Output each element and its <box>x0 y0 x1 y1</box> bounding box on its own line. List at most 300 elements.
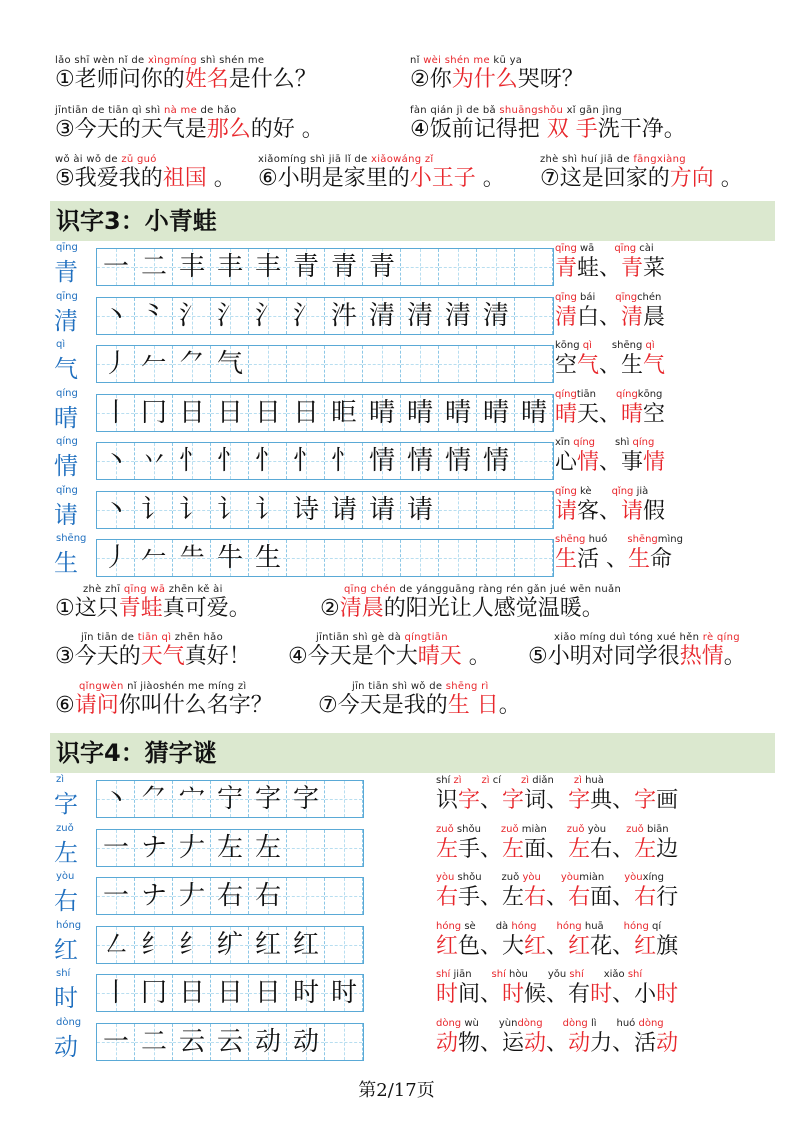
grid-cell <box>287 443 325 479</box>
stroke-step: 忄 <box>254 446 281 476</box>
grid-cell <box>211 395 249 431</box>
stroke-step: 丶 <box>102 300 129 331</box>
stroke-step: 纟 <box>140 929 167 960</box>
words-text: 晴天、晴空 <box>555 401 666 427</box>
grid-cell <box>325 492 363 528</box>
stroke-grid <box>96 442 554 480</box>
stroke-step: 讠 <box>216 494 243 525</box>
stroke-step: 情 <box>406 446 433 476</box>
stroke-step: 右 <box>216 881 243 911</box>
grid-cell <box>97 346 135 382</box>
stroke-step: 丶 <box>102 446 129 476</box>
words-pinyin: zuǒ shǒu zuǒ miàn zuǒ yòu zuǒ biān <box>436 823 669 835</box>
stroke-step: 日 <box>178 397 205 428</box>
sentence-text: ⑦今天是我的生 日。 <box>318 693 521 718</box>
grid-cell <box>401 443 439 479</box>
stroke-step: 右 <box>254 881 281 911</box>
words-pinyin: xīn qíng shì qíng <box>555 437 655 448</box>
sentence-text: ①老师问你的姓名是什么？ <box>55 67 317 92</box>
grid-cell <box>401 395 439 431</box>
stroke-step: ナ <box>140 881 167 911</box>
grid-cell <box>249 395 287 431</box>
s4-words <box>436 920 678 960</box>
char-glyph: 左 <box>54 838 78 867</box>
grid-cell <box>363 346 401 382</box>
grid-cell <box>439 346 477 382</box>
grid-cell <box>325 781 363 817</box>
stroke-step: 日 <box>216 978 243 1008</box>
sentence-2 <box>410 54 584 93</box>
sentence-pinyin: xiǎomíng shì jiā lǐ de xiǎowáng zǐ <box>258 154 434 165</box>
grid-cell <box>401 249 439 285</box>
stroke-step: 请 <box>330 494 357 525</box>
stroke-grid <box>96 297 554 335</box>
grid-cell <box>249 298 287 334</box>
char-glyph: 气 <box>54 355 78 383</box>
stroke-grid <box>96 926 364 964</box>
sentence-text: ①这只青蛙真可爱。 <box>55 596 251 621</box>
stroke-step: 讠 <box>178 494 205 525</box>
stroke-step: 宁 <box>216 784 243 814</box>
grid-cell <box>439 540 477 576</box>
words-text: 心情、事情 <box>555 450 666 475</box>
grid-cell <box>515 540 553 576</box>
char-glyph: 青 <box>54 258 78 286</box>
grid-cell <box>439 298 477 334</box>
stroke-step: 生 <box>254 543 281 573</box>
sentence-pinyin: qǐngwèn nǐ jiàoshén me míng zì <box>79 681 247 692</box>
section-title: 识字3：小青蛙 <box>56 207 217 235</box>
words-pinyin: qīng wā qīng cài <box>555 243 654 254</box>
grid-cell <box>249 927 287 963</box>
grid-cell <box>173 443 211 479</box>
grid-cell <box>477 443 515 479</box>
grid-cell <box>325 395 363 431</box>
grid-cell <box>477 249 515 285</box>
grid-cell <box>287 540 325 576</box>
stroke-step: 𠂉 <box>140 349 167 379</box>
grid-cell <box>211 540 249 576</box>
grid-cell <box>211 298 249 334</box>
grid-cell <box>401 540 439 576</box>
sentence-pinyin: fàn qián jì de bǎ shuāngshǒu xǐ gān jìng <box>410 105 622 116</box>
s3-words <box>555 388 665 428</box>
stroke-step: ナ <box>140 832 167 863</box>
stroke-step: 清 <box>444 300 471 331</box>
stroke-step: 丰 <box>254 252 281 282</box>
stroke-step: 汼 <box>330 300 357 331</box>
char-pinyin: yòu <box>56 871 75 882</box>
stroke-step: 昛 <box>330 397 357 428</box>
words-text: 请客、请假 <box>555 498 666 524</box>
grid-cell <box>287 830 325 866</box>
words-text: 右手、左右、右面、右行 <box>436 885 679 910</box>
grid-cell <box>439 395 477 431</box>
grid-cell <box>325 443 363 479</box>
stroke-step: 红 <box>292 929 319 960</box>
sentence-pinyin: qīng chén de yángguāng ràng rén gǎn jué wēn nuǎn <box>344 584 622 595</box>
stroke-step: 青 <box>368 252 395 282</box>
stroke-step: 丶 <box>102 494 129 525</box>
char-pinyin: qīng <box>56 242 78 253</box>
words-text: 左手、左面、左右、左边 <box>436 836 679 862</box>
sentence-text: ④饭前记得把 双 手洗干净。 <box>410 117 686 142</box>
stroke-step: ⺈ <box>140 784 167 814</box>
grid-cell <box>477 492 515 528</box>
grid-cell <box>173 249 211 285</box>
sentence-pinyin: jīntiān shì gè dà qíngtiān <box>316 632 448 643</box>
grid-cell <box>287 781 325 817</box>
stroke-step: 冂 <box>140 397 167 428</box>
stroke-step: 清 <box>406 300 433 331</box>
words-text: 清白、清晨 <box>555 304 666 330</box>
char-glyph: 字 <box>54 790 78 818</box>
s3-sentence-5 <box>528 631 746 670</box>
stroke-step: 晴 <box>520 397 547 428</box>
stroke-step: 情 <box>482 446 509 476</box>
stroke-step: 清 <box>368 300 395 331</box>
grid-cell <box>515 346 553 382</box>
stroke-step: ㇜ <box>102 929 129 960</box>
s3-words <box>555 291 665 331</box>
sentence-text: ④今天是个大晴天 。 <box>288 644 491 669</box>
stroke-grid <box>96 345 554 383</box>
char-glyph: 生 <box>54 549 78 577</box>
grid-cell <box>249 781 287 817</box>
char-glyph: 晴 <box>54 403 78 432</box>
grid-cell <box>211 781 249 817</box>
grid-cell <box>287 346 325 382</box>
grid-cell <box>363 395 401 431</box>
grid-cell <box>211 1024 249 1060</box>
stroke-step: 情 <box>444 446 471 476</box>
sentence-pinyin: jīn tiān de tiān qì zhēn hǎo <box>81 632 223 643</box>
grid-cell <box>401 492 439 528</box>
grid-cell <box>401 298 439 334</box>
grid-cell <box>249 830 287 866</box>
sentence-pinyin: lǎo shī wèn nǐ de xìngmíng shì shén me <box>55 55 265 66</box>
grid-cell <box>363 249 401 285</box>
stroke-step: 讠 <box>140 494 167 525</box>
stroke-grid <box>96 491 554 529</box>
words-pinyin: qǐng kè qǐng jià <box>555 485 649 497</box>
page-number: 第2/17页 <box>358 1080 435 1101</box>
stroke-step: ⺈ <box>178 349 205 379</box>
stroke-step: 氵 <box>292 300 319 331</box>
char-pinyin: qì <box>56 339 66 350</box>
sentence-text: ③今天的天气是那么的好 。 <box>55 117 324 142</box>
grid-cell <box>439 492 477 528</box>
grid-cell <box>363 492 401 528</box>
grid-cell <box>439 443 477 479</box>
words-pinyin: dòng wù yùndòng dòng lì huó dòng <box>436 1017 664 1029</box>
sentence-pinyin: wǒ ài wǒ de zǔ guó <box>55 154 157 165</box>
sentence-5 <box>55 153 236 192</box>
grid-cell <box>135 443 173 479</box>
grid-cell <box>97 395 135 431</box>
grid-cell <box>249 878 287 914</box>
stroke-step: 忄 <box>178 446 205 476</box>
grid-cell <box>97 249 135 285</box>
words-text: 青蛙、青菜 <box>555 256 666 281</box>
stroke-step: 纟 <box>178 929 205 960</box>
grid-cell <box>325 927 363 963</box>
s3-sentence-3 <box>55 631 251 670</box>
stroke-grid <box>96 539 554 577</box>
grid-cell <box>325 1024 363 1060</box>
stroke-step: 𠂉 <box>140 543 167 573</box>
stroke-step: 日 <box>254 397 281 428</box>
sentence-4 <box>410 104 686 143</box>
char-pinyin: qíng <box>56 436 78 447</box>
grid-cell <box>249 443 287 479</box>
grid-cell <box>363 298 401 334</box>
sentence-text: ⑦这是回家的方向 。 <box>540 166 743 191</box>
grid-cell <box>363 443 401 479</box>
sentence-text: ⑥请问你叫什么名字？ <box>55 693 273 718</box>
grid-cell <box>401 346 439 382</box>
stroke-step: 青 <box>330 252 357 282</box>
grid-cell <box>135 492 173 528</box>
char-glyph: 红 <box>54 935 78 964</box>
grid-cell <box>173 492 211 528</box>
stroke-step: 日 <box>216 397 243 428</box>
words-text: 动物、运动、动力、活动 <box>436 1030 679 1056</box>
grid-cell <box>515 443 553 479</box>
grid-cell <box>249 492 287 528</box>
stroke-step: 一 <box>102 252 129 282</box>
stroke-step: 纩 <box>216 929 243 960</box>
stroke-step: 字 <box>254 784 281 814</box>
char-glyph: 右 <box>54 887 78 915</box>
s3-words <box>555 339 665 379</box>
stroke-step: 丰 <box>178 252 205 282</box>
grid-cell <box>249 249 287 285</box>
stroke-step: 气 <box>216 349 243 379</box>
grid-cell <box>97 540 135 576</box>
stroke-step: 云 <box>216 1026 243 1057</box>
stroke-step: 左 <box>216 832 243 863</box>
words-text: 识字、字词、字典、字画 <box>436 788 679 813</box>
sentence-text: ⑥小明是家里的小王子 。 <box>258 166 505 191</box>
stroke-step: 𠂇 <box>178 832 205 863</box>
grid-cell <box>211 927 249 963</box>
grid-cell <box>173 1024 211 1060</box>
sentence-pinyin: xiǎo míng duì tóng xué hěn rè qíng <box>554 632 740 643</box>
stroke-step: 一 <box>102 1026 129 1057</box>
stroke-step: 丰 <box>216 252 243 282</box>
s3-words <box>555 485 665 525</box>
sentence-text: ②清晨的阳光让人感觉温暖。 <box>320 596 604 621</box>
sentence-pinyin: zhè shì huí jiā de fāngxiàng <box>540 154 686 165</box>
stroke-grid <box>96 780 364 818</box>
grid-cell <box>287 249 325 285</box>
stroke-step: 请 <box>368 494 395 525</box>
sentence-pinyin: zhè zhī qīng wā zhēn kě ài <box>83 584 223 595</box>
stroke-step: 忄 <box>216 446 243 476</box>
stroke-step: 晴 <box>368 397 395 428</box>
stroke-step: 日 <box>292 397 319 428</box>
stroke-step: 请 <box>406 494 433 525</box>
grid-cell <box>97 1024 135 1060</box>
grid-cell <box>515 492 553 528</box>
char-glyph: 请 <box>54 500 78 529</box>
stroke-step: 动 <box>254 1026 281 1057</box>
grid-cell <box>211 249 249 285</box>
words-pinyin: shēng huó shēngmìng <box>555 534 683 545</box>
grid-cell <box>515 298 553 334</box>
grid-cell <box>97 443 135 479</box>
stroke-step: 宀 <box>178 784 205 814</box>
grid-cell <box>135 540 173 576</box>
grid-cell <box>211 878 249 914</box>
grid-cell <box>135 781 173 817</box>
words-pinyin: hóng sè dà hóng hóng huā hóng qí <box>436 920 662 932</box>
sentence-text: ⑤我爱我的祖国 。 <box>55 166 236 191</box>
grid-cell <box>325 298 363 334</box>
grid-cell <box>173 781 211 817</box>
grid-cell <box>515 395 553 431</box>
words-pinyin: yòu shǒu zuǒ yòu yòumiàn yòuxíng <box>436 872 664 883</box>
stroke-step: 晴 <box>482 397 509 428</box>
stroke-step: 𠂇 <box>178 881 205 911</box>
stroke-step: 氵 <box>178 300 205 331</box>
char-glyph: 清 <box>54 306 78 335</box>
words-pinyin: qíngtiān qíngkōng <box>555 388 663 400</box>
sentence-text: ②你为什么哭呀？ <box>410 67 584 92</box>
s4-words <box>436 774 678 814</box>
grid-cell <box>477 298 515 334</box>
grid-cell <box>135 1024 173 1060</box>
char-pinyin: zuǒ <box>56 822 74 834</box>
char-pinyin: shēng <box>56 533 87 544</box>
char-glyph: 时 <box>54 984 78 1012</box>
words-pinyin: shí zì zì cí zì diǎn zì huà <box>436 775 604 786</box>
grid-cell <box>287 492 325 528</box>
words-pinyin: qīng bái qīngchén <box>555 291 662 303</box>
sentence-pinyin: nǐ wèi shén me kū ya <box>410 55 523 66</box>
grid-cell <box>97 492 135 528</box>
grid-cell <box>249 540 287 576</box>
stroke-step: 牛 <box>216 543 243 573</box>
stroke-step: 氵 <box>254 300 281 331</box>
stroke-step: 日 <box>254 978 281 1008</box>
char-pinyin: qīng <box>56 290 78 302</box>
stroke-step: 红 <box>254 929 281 960</box>
section-heading-4 <box>50 733 775 773</box>
char-pinyin: hóng <box>56 919 82 931</box>
stroke-step: 青 <box>292 252 319 282</box>
grid-cell <box>325 975 363 1011</box>
s4-words <box>436 823 678 863</box>
words-pinyin: kōng qì shēng qì <box>555 340 655 351</box>
grid-cell <box>173 975 211 1011</box>
stroke-step: 丶 <box>102 784 129 814</box>
char-pinyin: qǐng <box>56 484 78 496</box>
stroke-step: 情 <box>368 446 395 476</box>
grid-cell <box>135 298 173 334</box>
grid-cell <box>97 975 135 1011</box>
stroke-step: 忄 <box>330 446 357 476</box>
char-pinyin: dòng <box>56 1016 82 1028</box>
grid-cell <box>211 492 249 528</box>
sentence-pinyin: jīntiān de tiān qì shì nà me de hǎo <box>55 105 237 116</box>
stroke-grid <box>96 248 554 286</box>
s3-words <box>555 533 683 573</box>
stroke-step: 冂 <box>140 978 167 1008</box>
grid-cell <box>135 927 173 963</box>
s3-words <box>555 242 665 282</box>
words-text: 空气、生气 <box>555 353 666 378</box>
stroke-step: 日 <box>178 978 205 1008</box>
stroke-step: 时 <box>292 978 319 1008</box>
grid-cell <box>97 781 135 817</box>
grid-cell <box>97 927 135 963</box>
stroke-step: 字 <box>292 784 319 814</box>
stroke-step: 晴 <box>406 397 433 428</box>
grid-cell <box>363 540 401 576</box>
stroke-step: 忄 <box>292 446 319 476</box>
stroke-grid <box>96 829 364 867</box>
char-pinyin: qíng <box>56 387 78 399</box>
grid-cell <box>135 346 173 382</box>
stroke-step: 清 <box>482 300 509 331</box>
stroke-grid <box>96 394 554 432</box>
char-glyph: 动 <box>54 1032 78 1061</box>
grid-cell <box>211 975 249 1011</box>
s3-sentence-6 <box>55 680 273 719</box>
stroke-step: 左 <box>254 832 281 863</box>
stroke-step: 丨 <box>102 397 129 428</box>
sentence-3 <box>55 104 324 143</box>
stroke-step: 晴 <box>444 397 471 428</box>
stroke-step: 云 <box>178 1026 205 1057</box>
grid-cell <box>325 830 363 866</box>
words-text: 时间、时候、有时、小时 <box>436 982 679 1007</box>
grid-cell <box>135 395 173 431</box>
grid-cell <box>325 249 363 285</box>
stroke-step: 氵 <box>216 300 243 331</box>
char-pinyin: zì <box>56 774 65 785</box>
grid-cell <box>97 830 135 866</box>
s3-sentence-7 <box>318 680 521 719</box>
words-pinyin: shí jiān shí hòu yǒu shí xiǎo shí <box>436 969 643 980</box>
grid-cell <box>439 249 477 285</box>
grid-cell <box>135 878 173 914</box>
stroke-step: 动 <box>292 1026 319 1057</box>
stroke-step: ⺧ <box>178 543 205 573</box>
grid-cell <box>515 249 553 285</box>
stroke-step: 二 <box>140 1026 167 1057</box>
stroke-grid <box>96 1023 364 1061</box>
grid-cell <box>249 346 287 382</box>
grid-cell <box>173 298 211 334</box>
grid-cell <box>287 878 325 914</box>
words-text: 红色、大红、红花、红旗 <box>436 933 679 959</box>
stroke-grid <box>96 877 364 915</box>
stroke-step: 一 <box>102 881 129 911</box>
grid-cell <box>477 395 515 431</box>
stroke-grid <box>96 974 364 1012</box>
grid-cell <box>287 927 325 963</box>
stroke-step: ⺀ <box>140 300 167 331</box>
grid-cell <box>249 975 287 1011</box>
section-heading-3 <box>50 201 775 241</box>
stroke-step: 诗 <box>292 494 319 525</box>
sentence-text: ③今天的天气真好！ <box>55 644 251 669</box>
grid-cell <box>477 540 515 576</box>
grid-cell <box>135 830 173 866</box>
